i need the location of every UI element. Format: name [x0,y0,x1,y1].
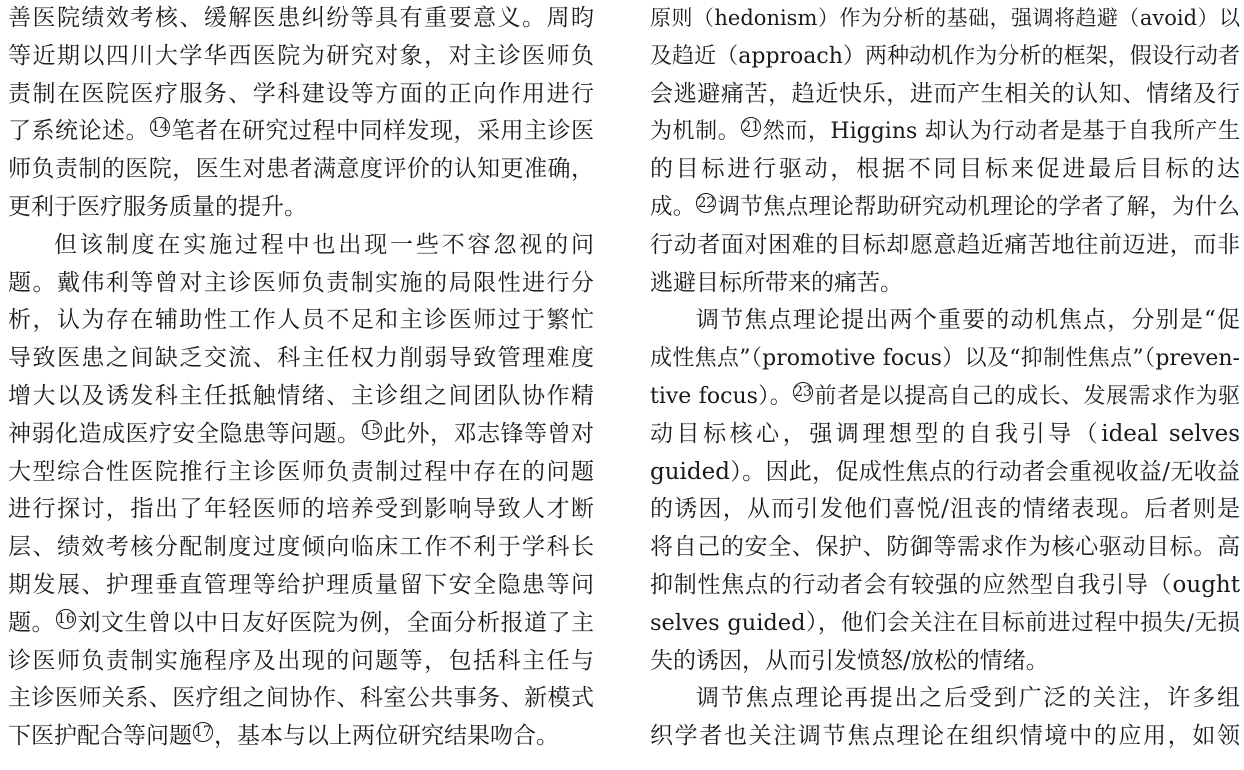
text-line: 进行探讨，指出了年轻医师的培养受到影响导致人才断 [8,496,594,523]
text-line: 及趋近（approach）两种动机作为分析的框架，假设行动者 [650,43,1240,69]
text-line-with-footnote [8,718,594,756]
footnote-marker-15[interactable]: 15 [362,421,381,438]
text-line-with-footnote [650,113,1240,151]
text-line: 层、绩效考核分配制度过度倾向临床工作不利于学科长 [8,534,594,561]
text-segment: 前者是以提高自己的成长、发展需求作为驱 [814,383,1240,409]
footnote-marker-21[interactable]: 21 [742,119,761,136]
text-line: 等近期以四川大学华西医院为研究对象，对主诊医师负 [8,42,594,69]
left-paragraph-2 [8,227,594,756]
text-line: 师负责制的医院，医生对患者满意度评价的认知更准确， [8,156,594,183]
text-segment: 调节焦点理论帮助研究动机理论的学者了解，为什么 [717,193,1240,220]
text-line: 题。戴伟利等曾对主诊医师负责制实施的局限性进行分 [8,269,594,296]
text-line: 增大以及诱发科主任抵触情绪、主诊组之间团队协作精 [8,382,594,409]
text-segment: 神弱化造成医疗安全隐患等问题。 [8,420,361,447]
text-line-with-footnote [8,416,594,454]
text-line: 成性焦点”（promotive focus）以及“抑制性焦点”（preven- [650,346,1240,372]
right-paragraph-3 [650,680,1240,756]
text-line: 会逃避痛苦，趋近快乐，进而产生相关的认知、情绪及行 [650,80,1240,107]
text-line: 的诱因，从而引发他们喜悦/沮丧的情绪表现。后者则是 [650,496,1240,523]
text-line-with-footnote [8,113,594,151]
text-segment: 了系统论述。 [8,118,149,145]
text-line: 行动者面对困难的目标却愿意趋近痛苦地往前迈进，而非 [650,231,1240,258]
text-segment: 然而，Higgins 却认为行动者是基于自我所产生 [762,119,1240,145]
text-line: 责制在医院医疗服务、学科建设等方面的正向作用进行 [8,80,594,107]
text-segment: 题。 [8,609,55,636]
footnote-marker-14[interactable]: 14 [151,119,169,136]
text-line: guided）。因此，促成性焦点的行动者会重视收益/无收益 [650,458,1240,485]
text-line: 逃避目标所带来的痛苦。 [650,269,903,296]
text-segment: 刘文生曾以中日友好医院为例，全面分析报道了主 [77,609,594,636]
text-line: 善医院绩效考核、缓解医患纠纷等具有重要意义。周昀 [8,5,594,31]
left-column [8,0,594,756]
text-segment: ，基本与以上两位研究结果吻合。 [214,723,559,750]
text-line: 诊医师负责制实施程序及出现的问题等，包括科主任与 [8,647,594,674]
text-line: 更利于医疗服务质量的提升。 [8,193,307,220]
footnote-marker-22[interactable]: 22 [697,194,716,211]
text-line: 将自己的安全、保护、防御等需求作为核心驱动目标。高 [650,534,1240,561]
text-segment: 此外，邓志锋等曾对 [382,420,594,447]
text-segment: 成。 [650,193,696,220]
text-line: 的目标进行驱动，根据不同目标来促进最后目标的达 [650,156,1240,183]
text-segment: tive focus）。 [650,383,793,409]
text-line-with-footnote [650,189,1240,227]
text-line: 但该制度在实施过程中也出现一些不容忽视的问 [54,231,594,258]
text-line: 大型综合性医院推行主诊医师负责制过程中存在的问题 [8,458,594,485]
text-segment: 笔者在研究过程中同样发现，采用主诊医 [171,118,594,145]
left-paragraph-1 [8,0,594,227]
text-line: 抑制性焦点的行动者会有较强的应然型自我引导（ought [650,571,1240,598]
footnote-marker-17[interactable]: 17 [194,724,212,741]
text-line: 导致医患之间缺乏交流、科主任权力削弱导致管理难度 [8,345,594,372]
text-line: 析，认为存在辅助性工作人员不足和主诊医师过于繁忙 [8,307,594,334]
text-line: 织学者也关注调节焦点理论在组织情境中的应用，如领 [650,723,1240,750]
text-segment: 为机制。 [650,119,741,145]
footnote-marker-23[interactable]: 23 [794,383,812,400]
right-column [650,0,1240,756]
text-line: 原则（hedonism）作为分析的基础，强调将趋避（avoid）以 [650,6,1240,30]
text-line: selves guided），他们会关注在目标前进过程中损失/无损 [650,609,1240,636]
text-line-with-footnote [650,378,1240,416]
text-line: 期发展、护理垂直管理等给护理质量留下安全隐患等问 [8,571,594,598]
text-segment: 下医护配合等问题 [8,723,192,750]
text-line-with-footnote [8,605,594,643]
text-line: 调节焦点理论再提出之后受到广泛的关注，许多组 [696,685,1240,712]
text-line: 失的诱因，从而引发愤怒/放松的情绪。 [650,647,1049,674]
text-line: 调节焦点理论提出两个重要的动机焦点，分别是“促 [696,307,1240,334]
text-line: 主诊医师关系、医疗组之间协作、科室公共事务、新模式 [8,685,594,712]
right-paragraph-1 [650,0,1240,302]
right-paragraph-2 [650,302,1240,680]
text-line: 动目标核心，强调理想型的自我引导（ideal selves [650,420,1240,447]
footnote-marker-16[interactable]: 16 [57,610,75,627]
